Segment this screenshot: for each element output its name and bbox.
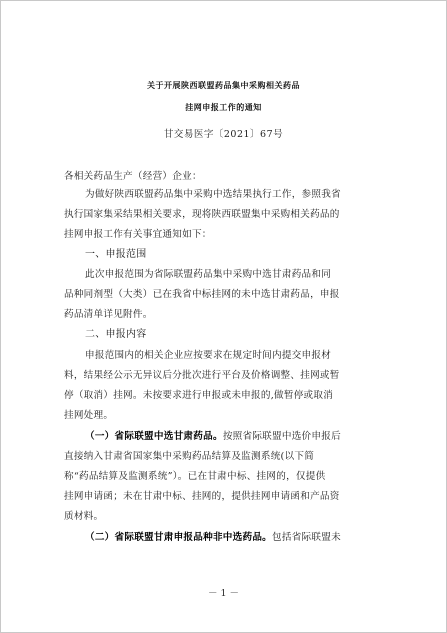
salutation: 各相关药品生产（经营）企业： (64, 171, 202, 182)
subsection-1-line-3: 称“药品结算及监测系统”）。已在甘肃中标、挂网的，仅提供 (64, 471, 326, 482)
intro-line-1: 为做好陕西联盟药品集中采购中选结果执行工作，参照我省 (85, 189, 341, 200)
subsection-1-line-5: 质材料。 (64, 511, 104, 522)
section-1-heading: 一、申报范围 (85, 249, 147, 260)
document-number: 甘交易医字〔2021〕67号 (163, 129, 284, 140)
subsection-2-line-1 (85, 532, 341, 544)
section-1-line-3: 药品清单详见附件。 (64, 309, 153, 320)
section-1-line-2: 品种同剂型（大类）已在我省中标挂网的未中选甘肃药品，申报 (64, 289, 340, 300)
page-number: － 1 － (207, 588, 240, 599)
section-2-line-2: 料，结果经公示无异议后分批次进行平台及价格调整、挂网或暂 (64, 370, 340, 381)
section-1-line-1: 此次申报范围为省际联盟药品集中采购中选甘肃药品和同 (85, 269, 332, 280)
intro-line-2: 执行国家集采结果相关要求，现将陕西联盟集中采购相关药品的 (64, 209, 340, 220)
intro-line-3: 挂网申报工作有关事宜通知如下： (64, 229, 212, 240)
subsection-1-line-1-rest: 按照省际联盟中选价申报后 (222, 431, 341, 442)
section-2-line-3: 停（取消）挂网。未按要求进行申报或未申报的,做暂停或取消 (64, 390, 334, 401)
document-title-line-1: 关于开展陕西联盟药品集中采购相关药品 (147, 81, 300, 90)
subsection-1-line-1 (85, 431, 341, 443)
subsection-1-line-2: 直接纳入甘肃省国家集中采购药品结算及监测系统(以下简 (64, 451, 315, 462)
subsection-2-heading: （二）省际联盟甘肃申报品种非中选药品。 (85, 532, 273, 543)
section-2-line-1: 申报范围内的相关企业应按要求在规定时间内提交申报材 (85, 350, 332, 361)
subsection-1-heading: （一）省际联盟中选甘肃药品。 (85, 431, 223, 442)
section-2-line-4: 挂网处理。 (64, 410, 114, 421)
subsection-1-line-4: 挂网申请函；未在甘肃中标、挂网的，提供挂网申请函和产品资 (64, 491, 340, 502)
section-2-heading: 二、申报内容 (85, 329, 147, 340)
subsection-2-line-1-rest: 包括省际联盟未 (272, 532, 341, 543)
document-title-line-2: 挂网申报工作的通知 (185, 103, 262, 112)
